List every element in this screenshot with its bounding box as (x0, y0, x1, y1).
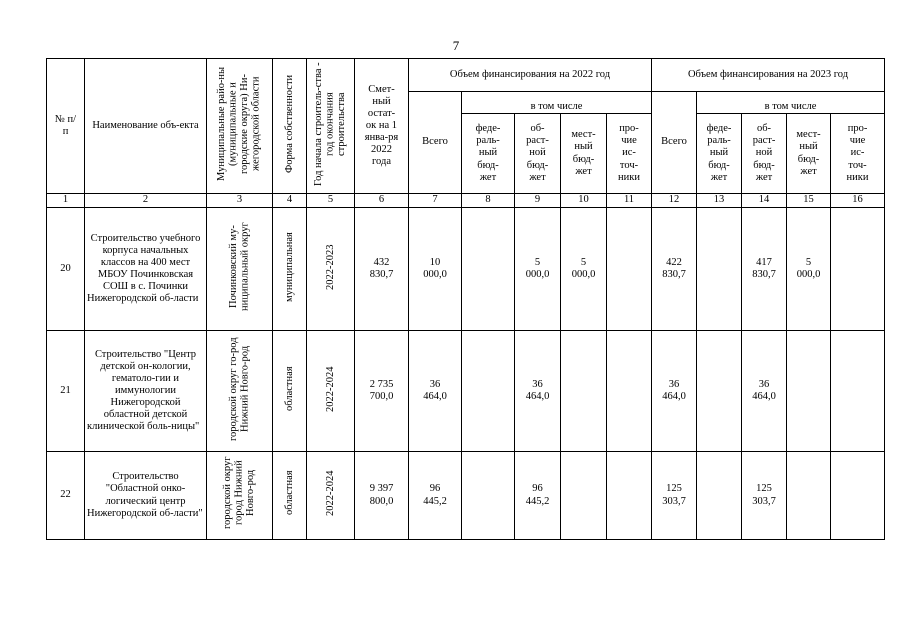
regional-2022-cell: 36 464,0 (515, 331, 561, 452)
regional-2022-cell: 96 445,2 (515, 452, 561, 540)
header-num: № п/п (47, 59, 85, 194)
ownership-cell: областная (273, 331, 307, 452)
column-number: 12 (652, 194, 697, 208)
total-2023-cell: 125 303,7 (652, 452, 697, 540)
header-fin-2022: Объем финансирования на 2022 год (409, 59, 652, 92)
column-number: 5 (307, 194, 355, 208)
total-2022-cell: 96 445,2 (409, 452, 462, 540)
years-cell: 2022-2023 (307, 208, 355, 331)
local-2023-cell (787, 331, 831, 452)
column-number: 6 (355, 194, 409, 208)
header-regional-2023: об-раст-ной бюд-жет (742, 114, 787, 194)
total-2023-cell: 422 830,7 (652, 208, 697, 331)
row-num: 21 (47, 331, 85, 452)
other-2022-cell (607, 208, 652, 331)
federal-2023-cell (697, 208, 742, 331)
header-name: Наименование объ-екта (85, 59, 207, 194)
local-2023-cell: 5 000,0 (787, 208, 831, 331)
federal-2022-cell (462, 208, 515, 331)
estimate-cell: 9 397 800,0 (355, 452, 409, 540)
federal-2022-cell (462, 452, 515, 540)
total-2022-cell: 36 464,0 (409, 331, 462, 452)
object-name: Строительство "Областной онко-логический центр Нижегородской об-ласти" (85, 452, 207, 540)
header-district: Муниципальные райо-ны (муниципальные и городские округа) Ни-жегородской области (207, 59, 273, 194)
local-2022-cell: 5 000,0 (561, 208, 607, 331)
regional-2022-cell: 5 000,0 (515, 208, 561, 331)
header-row-1 (47, 59, 885, 92)
table-row (47, 331, 885, 452)
column-number: 7 (409, 194, 462, 208)
local-2022-cell (561, 452, 607, 540)
header-other-2023: про-чие ис-точ-ники (831, 114, 885, 194)
total-2022-cell: 10 000,0 (409, 208, 462, 331)
ownership-cell: областная (273, 452, 307, 540)
header-total-2023: Всего (652, 92, 697, 194)
federal-2022-cell (462, 331, 515, 452)
column-number: 2 (85, 194, 207, 208)
column-number: 13 (697, 194, 742, 208)
header-federal-2023: феде-раль-ный бюд-жет (697, 114, 742, 194)
other-2023-cell (831, 452, 885, 540)
estimate-cell: 2 735 700,0 (355, 331, 409, 452)
header-federal-2022: феде-раль-ный бюд-жет (462, 114, 515, 194)
column-numbers-row (47, 194, 885, 208)
regional-2023-cell: 36 464,0 (742, 331, 787, 452)
header-years: Год начала строитель-ства - год окончания строительства (307, 59, 355, 194)
object-name: Строительство "Центр детской он-кологии, гематоло-гии и иммунологии Нижегородской областной детской клинической боль-ницы" (85, 331, 207, 452)
district-cell: городской округ город Нижний Новго-род (207, 452, 273, 540)
estimate-cell: 432 830,7 (355, 208, 409, 331)
ownership-cell: муниципальная (273, 208, 307, 331)
regional-2023-cell: 417 830,7 (742, 208, 787, 331)
federal-2023-cell (697, 452, 742, 540)
financing-table (46, 58, 885, 540)
page-number: 7 (452, 38, 460, 53)
column-number: 14 (742, 194, 787, 208)
header-including-2023: в том числе (697, 92, 885, 114)
column-number: 1 (47, 194, 85, 208)
header-local-2023: мест-ный бюд-жет (787, 114, 831, 194)
table-row (47, 208, 885, 331)
column-number: 3 (207, 194, 273, 208)
header-fin-2023: Объем финансирования на 2023 год (652, 59, 885, 92)
years-cell: 2022-2024 (307, 452, 355, 540)
total-2023-cell: 36 464,0 (652, 331, 697, 452)
district-cell: Починковский му-ниципальный округ (207, 208, 273, 331)
local-2022-cell (561, 331, 607, 452)
other-2023-cell (831, 208, 885, 331)
row-num: 22 (47, 452, 85, 540)
header-regional-2022: об-раст-ной бюд-жет (515, 114, 561, 194)
local-2023-cell (787, 452, 831, 540)
column-number: 4 (273, 194, 307, 208)
column-number: 8 (462, 194, 515, 208)
object-name: Строительство учебного корпуса начальных классов на 400 мест МБОУ Починковская СОШ в с. Починки Нижегородской об-ласти (85, 208, 207, 331)
header-including-2022: в том числе (462, 92, 652, 114)
column-number: 9 (515, 194, 561, 208)
header-total-2022: Всего (409, 92, 462, 194)
table-row (47, 452, 885, 540)
column-number: 15 (787, 194, 831, 208)
regional-2023-cell: 125 303,7 (742, 452, 787, 540)
federal-2023-cell (697, 331, 742, 452)
header-estimate: Смет-ный остат-ок на 1 янва-ря 2022 года (355, 59, 409, 194)
column-number: 16 (831, 194, 885, 208)
header-local-2022: мест-ный бюд-жет (561, 114, 607, 194)
header-ownership: Форма собственности (273, 59, 307, 194)
other-2022-cell (607, 331, 652, 452)
other-2022-cell (607, 452, 652, 540)
other-2023-cell (831, 331, 885, 452)
header-other-2022: про-чие ис-точ-ники (607, 114, 652, 194)
column-number: 10 (561, 194, 607, 208)
column-number: 11 (607, 194, 652, 208)
district-cell: городской округ го-род Нижний Новго-род (207, 331, 273, 452)
row-num: 20 (47, 208, 85, 331)
years-cell: 2022-2024 (307, 331, 355, 452)
